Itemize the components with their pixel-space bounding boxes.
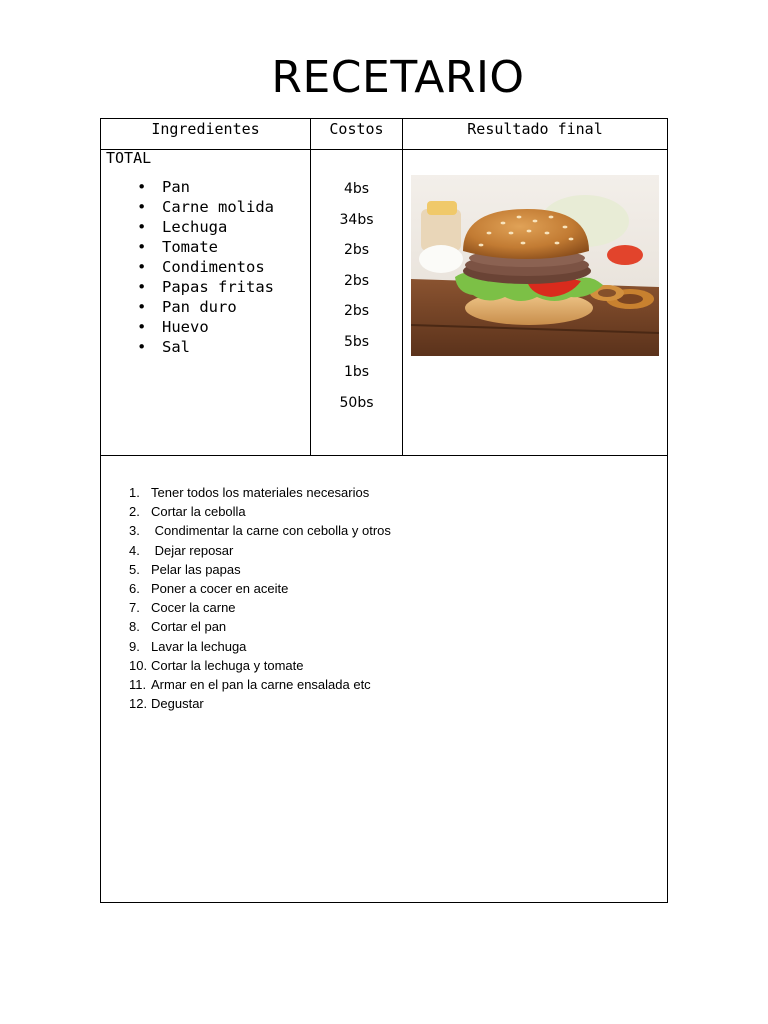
ingredient-label: Huevo [162,318,209,336]
list-item: • Papas fritas [137,278,274,296]
preparation-steps [129,483,391,713]
ingredient-label: Tomate [162,238,218,256]
list-item: • Tomate [137,238,218,256]
step-text: Lavar la lechuga [151,638,247,654]
list-item [129,637,391,656]
step-text: Pelar las papas [151,561,241,577]
ingredient-label: Papas fritas [162,278,274,296]
cost-value: 34bs [339,211,374,228]
step-number: 4. [129,542,140,558]
step-number: 10. [129,657,148,673]
list-item [129,502,391,521]
step-text: Cocer la carne [151,600,236,616]
list-item [129,579,391,598]
step-number: 1. [129,485,140,500]
cost-list [311,181,402,425]
list-item: • Pan [137,178,190,196]
list-item [129,560,391,579]
ingredient-label: Carne molida [162,198,274,216]
list-item [129,617,391,636]
step-text: Tener todos los materiales necesarios [151,485,370,500]
cost-value: 2bs [343,272,370,289]
list-item: • Huevo [137,318,209,336]
column-divider [402,119,403,455]
step-number: 11. [129,676,147,692]
step-number: 5. [129,561,140,577]
step-number: 2. [129,504,140,520]
cost-value: 2bs [343,242,370,258]
list-item: • Sal [137,338,190,356]
ingredient-label: Lechuga [162,218,228,236]
total-label: TOTAL [106,149,152,167]
step-number: 3. [129,523,140,539]
ingredient-label: Pan duro [162,298,237,316]
step-text: Armar en el pan la carne ensalada etc [151,676,371,692]
cost-value: 50bs [339,394,374,411]
list-item: • Lechuga [137,218,228,236]
step-text: Degustar [151,696,204,712]
step-number: 6. [129,580,140,596]
ingredient-label: Condimentos [162,258,265,276]
cost-value: 1bs [343,364,370,380]
step-number: 7. [129,600,140,616]
list-item [129,656,391,675]
hamburger-photo [411,175,659,356]
header-ingredients: Ingredientes [151,120,260,138]
list-item [129,694,391,713]
recipe-table [100,118,668,903]
list-item: • Pan duro [137,298,237,316]
header-result: Resultado final [467,120,603,138]
cost-value: 5bs [343,333,370,350]
step-text: Poner a cocer en aceite [151,580,289,596]
step-text: Dejar reposar [151,542,234,558]
cost-value: 4bs [343,181,370,197]
ingredient-list [137,177,274,357]
list-item [129,541,391,560]
list-item: • Carne molida [137,198,274,216]
list-item: • Condimentos [137,258,265,276]
list-item [129,598,391,617]
list-item [129,675,391,694]
page-title: RECETARIO [271,52,525,103]
step-number: 8. [129,619,140,635]
step-text: Cortar la lechuga y tomate [151,657,304,673]
section-divider [101,455,667,456]
cost-value: 2bs [343,303,370,319]
step-number: 12. [129,696,148,712]
list-item [129,521,391,540]
step-text: Cortar la cebolla [151,504,246,520]
step-text: Cortar el pan [151,619,227,635]
ingredient-label: Pan [162,178,190,196]
list-item [129,483,391,502]
ingredient-label: Sal [162,338,190,356]
step-text: Condimentar la carne con cebolla y otros [151,523,391,539]
header-costs: Costos [329,120,384,138]
step-number: 9. [129,638,140,654]
